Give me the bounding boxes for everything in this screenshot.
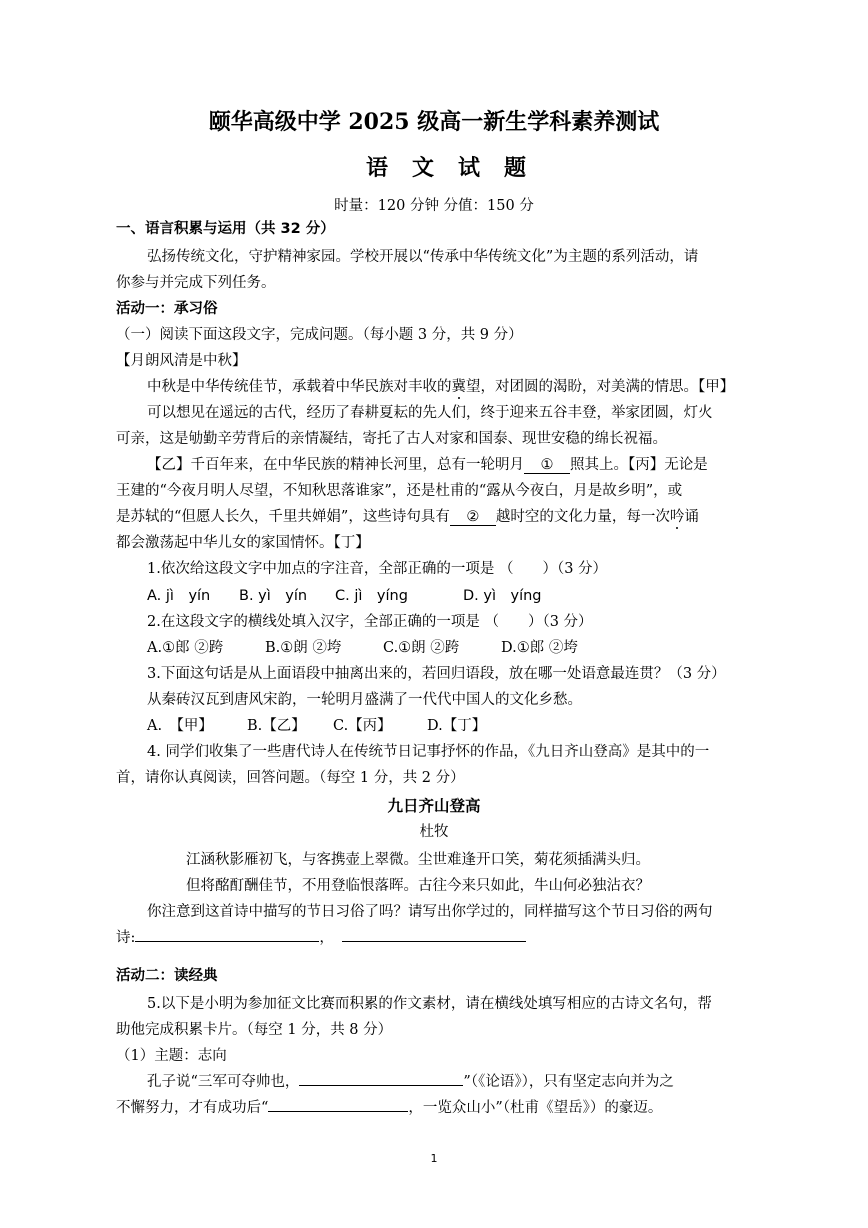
poem-question-2	[116, 928, 776, 948]
passage-text: 越时空的文化力量，每一次	[495, 509, 670, 525]
question-5-line-1: 5.以下是小明为参加征文比赛而积累的作文素材，请在横线处填写相应的古诗文名句，帮	[147, 996, 712, 1012]
section1-intro-2: 你参与并完成下列任务。	[116, 275, 276, 291]
question-3: 3.下面这句话是从上面语段中抽离出来的，若回归语段，放在哪一处语意最连贯？（3 分）	[147, 666, 726, 682]
blank-1[interactable]: ①	[524, 457, 570, 474]
poem-title: 九日齐山登高	[387, 797, 481, 815]
poem-author: 杜牧	[419, 824, 449, 840]
exam-title: 颐华高级中学 2025 级高一新生学科素养测试	[208, 109, 660, 135]
passage-title: 【月朗风清是中秋】	[116, 353, 247, 369]
page-number: 1	[430, 1152, 438, 1165]
question-1: 1.依次给这段文字中加点的字注音，全部正确的一项是 （ ）（3 分）	[147, 561, 608, 577]
passage-line-3: 可亲，这是劬勤辛劳背后的亲情凝结，寄托了古人对家和国泰、现世安稳的绵长祝福。	[116, 431, 667, 447]
poem-question-label: 诗:	[116, 930, 136, 946]
passage-text: 诵	[684, 509, 699, 525]
activity1-part1: （一）阅读下面这段文字，完成问题。（每小题 3 分，共 9 分）	[116, 327, 523, 343]
activity2-heading: 活动二：读经典	[116, 968, 218, 984]
option-d[interactable]: D.①郎 ②垮	[501, 640, 578, 656]
option-a[interactable]: A. 【甲】	[147, 718, 213, 734]
passage-line-7: 都会激荡起中华儿女的家国情怀。【丁】	[116, 535, 370, 551]
exam-subtitle: 语文试题	[365, 155, 550, 181]
theme-text: ”（《论语》），只有坚定志向并为之	[463, 1074, 674, 1090]
passage-text: 【乙】千百年来，在中华民族的精神长河里，总有一轮明月	[147, 457, 524, 473]
theme-1-label: （1）主题：志向	[116, 1048, 227, 1064]
option-b[interactable]: B.①朗 ②垮	[265, 640, 342, 656]
passage-line-4	[147, 455, 807, 475]
question-3-options	[147, 716, 807, 736]
option-c[interactable]: C.【丙】	[333, 718, 392, 734]
question-2: 2.在这段文字的横线处填入汉字，全部正确的一项是 （ ）（3 分）	[147, 614, 593, 630]
passage-line-1	[147, 377, 807, 397]
section1-heading: 一、语言积累与运用（共 32 分）	[116, 221, 335, 237]
question-5-line-2: 助他完成积累卡片。（每空 1 分，共 8 分）	[116, 1022, 393, 1038]
answer-blank[interactable]	[299, 1085, 463, 1086]
section1-intro-1: 弘扬传统文化，守护精神家园。学校开展以“传承中华传统文化”为主题的系列活动，请	[147, 249, 699, 265]
passage-text: 望，对团圆的渴盼，对美满的情思。【甲】	[466, 379, 735, 395]
passage-text: 照其上。【丙】无论是	[570, 457, 708, 473]
comma: ，	[319, 930, 334, 946]
passage-line-2: 可以想见在遥远的古代，经历了春耕夏耘的先人们，终于迎来五谷丰登，举家团圆，灯火	[147, 405, 713, 421]
theme-1-line-2	[116, 1098, 776, 1118]
dotted-char: 吟	[669, 509, 685, 525]
question-4-line-2: 首，请你认真阅读，回答问题。（每空 1 分，共 2 分）	[116, 770, 465, 786]
option-a[interactable]: A.①郎 ②跨	[147, 640, 224, 656]
passage-text: 是苏轼的“但愿人长久，千里共婵娟”，这些诗句具有	[116, 509, 450, 525]
poem-line-1: 江涵秋影雁初飞，与客携壶上翠微。尘世难逢开口笑，菊花须插满头归。	[186, 852, 650, 868]
activity1-heading: 活动一：承习俗	[116, 301, 218, 317]
theme-text: 不懈努力，才有成功后“	[116, 1100, 269, 1116]
option-a[interactable]: A. jì yín	[147, 588, 211, 604]
option-c[interactable]: C. jì yíng	[335, 588, 408, 604]
question-3-sentence: 从秦砖汉瓦到唐风宋韵，一轮明月盛满了一代代中国人的文化乡愁。	[147, 692, 582, 708]
answer-blank[interactable]	[268, 1111, 408, 1112]
answer-blank[interactable]	[342, 941, 526, 942]
option-b[interactable]: B. yì yín	[239, 588, 308, 604]
exam-meta: 时量：120 分钟 分值：150 分	[334, 198, 534, 214]
question-1-options	[147, 586, 807, 606]
poem-line-2: 但将酩酊酬佳节，不用登临恨落晖。古往今来只如此，牛山何必独沾衣？	[186, 878, 650, 894]
question-4-line-1: 4. 同学们收集了一些唐代诗人在传统节日记事抒怀的作品，《九日齐山登高》是其中的一	[147, 744, 710, 760]
option-b[interactable]: B.【乙】	[247, 718, 306, 734]
theme-1-line-1	[147, 1072, 807, 1092]
passage-line-6	[116, 507, 776, 527]
passage-text: 中秋是中华传统佳节，承载着中华民族对丰收的	[147, 379, 452, 395]
answer-blank[interactable]	[135, 941, 319, 942]
blank-2[interactable]: ②	[450, 509, 496, 526]
option-d[interactable]: D.【丁】	[427, 718, 487, 734]
option-d[interactable]: D. yì yíng	[463, 588, 542, 604]
theme-text: 孔子说“三军可夺帅也，	[147, 1074, 300, 1090]
option-c[interactable]: C.①朗 ②跨	[383, 640, 460, 656]
question-2-options	[147, 638, 807, 658]
dotted-char: 冀	[451, 379, 466, 395]
theme-text: ，一览众山小”（杜甫《望岳》）的豪迈。	[408, 1100, 663, 1116]
passage-line-5: 王建的“今夜月明人尽望，不知秋思落谁家”，还是杜甫的“露从今夜白，月是故乡明”，或	[116, 483, 683, 499]
poem-question-1: 你注意到这首诗中描写的节日习俗了吗？请写出你学过的，同样描写这个节日习俗的两句	[147, 904, 713, 920]
